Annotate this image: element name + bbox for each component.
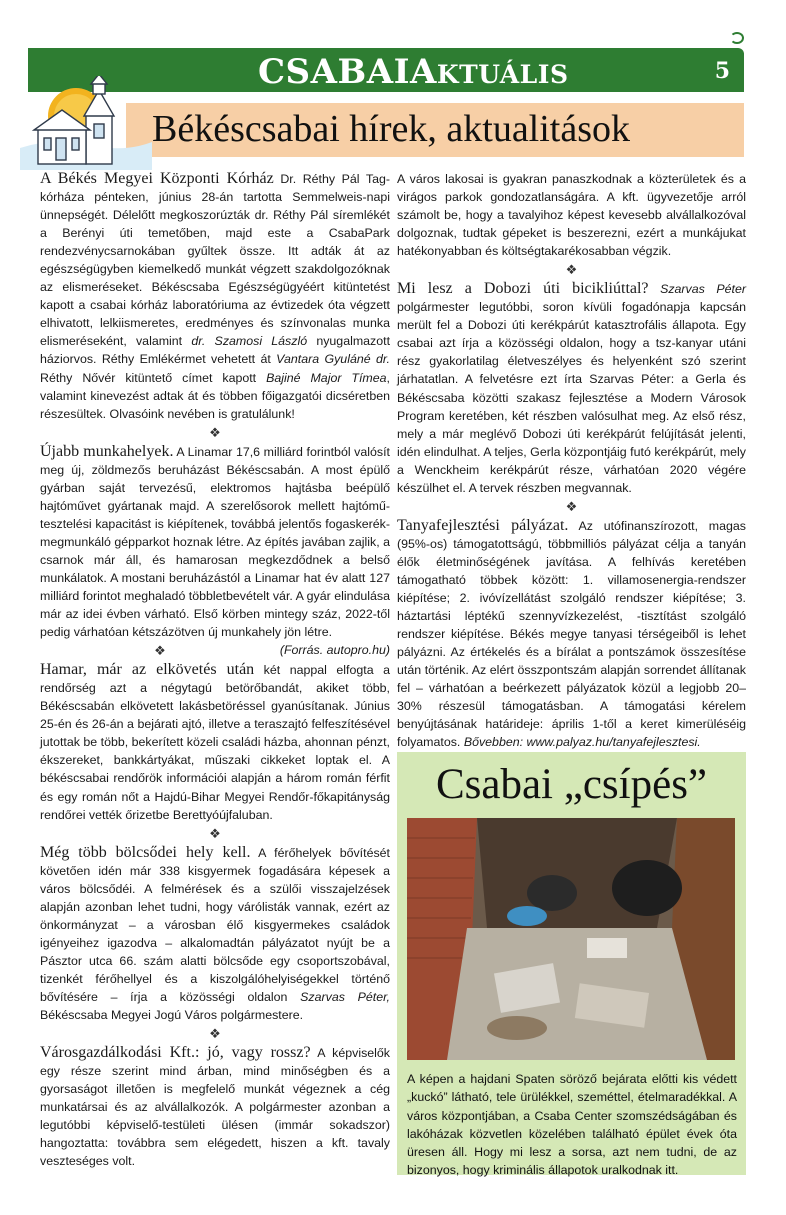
news-article <box>40 661 390 823</box>
article-body: Hamar, már az elkövetés után két nappal elfogta a rendőrség azt a négytagú betörőbandát, akiket több, Békéscsabán elkövetett lakásbetöréssel gyanúsítanak. Június 25-én és 26-án a bejárati ajtó, illetve a teraszajtó felfeszítésével jutottak be több, bekerített közeli családi házba, ahonnan pénzt, ékszereket, bankkártyákat, műszaki cikkeket loptak el. A békéscsabai rendőrök információi alapján a három román férfit és egy román nőt a Hajdú-Bihar Megyei Rendőr-főkapitányság rendőrei vették őrizetbe Berettyóújfaluban. <box>40 661 390 822</box>
separator-ornament-icon <box>397 260 746 280</box>
article-body: Újabb munkahelyek. A Linamar 17,6 milliárd forintból valósít meg új, zöldmezős beruházást Békéscsabán. A most épülő gyárban saját tervezésű, elektromos hajtásba beépülő hajtóművet gyártanak majd. A szerelősorok mellett hajtómű-tesztelési kapacitást is kiépítenek, továbbá jelentős fogaskerék-megmunkáló gépparkot hoznak létre. Az építés javában zajlik, a csarnok már áll, és hamarosan megkezdődnek a belső munkálatok. A mostani beruházástól a Linamar hat év alatt 127 milliárd forintot meghaladó többletbevételt vár. A gyár elindulása már az idei évben várható. Első körben mintegy száz, 2022-től pedig várhatóan kétszázötven új munkahely jön létre. (Forrás. autopro.hu) <box>40 443 390 642</box>
feature-photo <box>407 818 735 1060</box>
news-article <box>40 1044 390 1170</box>
section-header <box>126 103 744 157</box>
left-column <box>40 170 390 1170</box>
article-lead: A Békés Megyei Központi Kórház <box>40 170 274 187</box>
article-lead: Városgazdálkodási Kft.: jó, vagy rossz? <box>40 1044 311 1062</box>
news-article <box>397 280 746 497</box>
right-column <box>397 170 746 751</box>
feature-title: Csabai „csípés” <box>435 761 708 808</box>
separator-ornament-icon <box>40 824 390 844</box>
news-article <box>397 517 746 752</box>
article-lead: Mi lesz a Dobozi úti bicikliúttal? <box>397 280 649 298</box>
separator-ornament-icon <box>397 497 746 517</box>
article-body: Tanyafejlesztési pályázat. Az utófinanszírozott, magas (95%-os) támogatottságú, többmilliós pályázat célja a tanyán élők életminőségének javítása. A felhívás keretében támogatható többek között: 1. villamosenergia-rendszer kiépítése; 2. ivóvízellátást szolgáló rendszer kiépítése; 3. háztartási léptékű szennyvízkezelést, -tisztítást szolgáló rendszer kiépítése. Békés megye tanyasi térségeiből is lehet pályázni. Az értékelés és a bírálat a pontszámok összesítése után történik. Az elért összpontszám alapján sorrendet állítanak fel – várhatóan a beérkezett pályázatok közül a legjobb 20–30% részesül támogatásban. A támogatási kérelem benyújtásának határideje: április 1-től a keret kimerüléséig folyamatos. Bővebben: www.palyaz.hu/tanyafejlesztesi. <box>397 516 747 750</box>
section-title: Békéscsabai hírek, aktualitások <box>152 108 631 150</box>
news-article <box>40 844 390 1024</box>
separator-ornament-icon <box>40 1024 390 1044</box>
article-source: (Forrás. autopro.hu) <box>279 643 390 658</box>
article-lead: Hamar, már az elkövetés után <box>40 661 255 679</box>
article-lead: Még több bölcsődei hely kell. <box>40 843 251 861</box>
article-body: Mi lesz a Dobozi úti bicikliúttal? Szarvas Péter polgármester legutóbbi, soron kívüli fogadónapja kapcsán merült fel a Dobozi úti kerékpárút katasztrofális állapota. Egy csabai azt írja a közösségi oldalon, hogy a tsz-kanyar utáni rész gyakorlatilag életveszélyes és helyenként szó szerint járhatatlan. A felvetésre ezt írta Szarvas Péter: a Gerla és Békéscsaba közötti szakasz fejlesztése a Modern Városok Program keretében, két részben valósulhat meg. Az első rész, mely a már meglévő Dobozi úti kerékpárút felújítását jelenti, idén elindulhat. A teljes, Gerla központjáig futó kerékpárút, mely a Wenckheim kerékpárút része, várhatóan 2020 végére készülhet el. A tervek részben megvannak. <box>397 280 746 495</box>
article-body: Még több bölcsődei hely kell. A férőhelyek bővítését követően idén már 338 kisgyermek fogadására képesek a város bölcsődéi. A felmérések és a szülői visszajelzések alapján azonban lehet tudni, hogy várólisták vannak, ezért az önkormányzat – a városban élő kisgyermekes családok igényeihez igazodva – alkalomadtán pályázatot nyújt be a Pásztor utca 66. szám alatti bölcsőde egy csoportszobával, tizenkét férőhellyel és a kiszolgálóhelyiségekkel történő bővítésére – írja a közösségi oldalon Szarvas Péter, Békéscsaba Megyei Jogú Város polgármestere. <box>40 843 390 1023</box>
separator-ornament-icon <box>40 423 390 443</box>
publication-title: CSABAIAKTUÁLIS <box>258 52 569 92</box>
news-article <box>397 170 746 260</box>
church-logo-icon <box>16 76 154 170</box>
feature-box <box>397 752 746 1178</box>
article-lead: Újabb munkahelyek. <box>40 442 174 460</box>
article-body: A város lakosai is gyakran panaszkodnak a közterületek és a virágos parkok gondozatlanságára. A kft. ügyvezetője arról számolt be, hogy a tavalyihoz képest kevesebb alvállalkozóval dolgoznak, tudtak gépeket is beszerezni, ezért a munkájukat hatékonyabban és költségtakarékosabban végzik. <box>397 172 746 259</box>
decorative-swirl-icon <box>730 32 744 44</box>
page-number: 5 <box>714 58 730 84</box>
article-body: Városgazdálkodási Kft.: jó, vagy rossz? A képviselők egy része szerint mind árban, mind minőségben és a gyorsaságot illetően is megfelelő munkát végeznek a cég munkatársai és az alvállalkozók. A polgármester azonban a legutóbbi képviselő-testületi ülésen (immár sokadszor) hangoztatta: továbbra sem elégedett, hiszen a kft. tavaly veszteséges volt. <box>40 1044 390 1169</box>
article-lead: Tanyafejlesztési pályázat. <box>397 516 569 534</box>
news-article <box>40 170 390 423</box>
feature-caption: A képen a hajdani Spaten söröző bejárata előtti kis védett „kuckó” látható, tele ürülékkel, szeméttel, ételmaradékkal. A város központjában, a Csaba Center szomszédságában és lakóházak közvetlen közelében található épület évek óta üresen áll. Hogy mi lesz a sorsa, azt nem tudni, de az bizonyos, hogy kriminális állapotok uralkodnak itt. <box>407 1072 737 1178</box>
article-body: A Békés Megyei Központi Kórház Dr. Réthy Pál Tag-kórháza pénteken, június 28-án tartotta Semmelweis-napi ünnepségét. Délelőtt megkoszorúzták dr. Réthy Pál síremlékét a Berényi úti temetőben, majd este a CsabaPark rendezvénycsarnokában gyűltek össze. Itt adták át az egészségügyben kiemelkedő munkát végzett szakdolgozóknak az elismeréseket. Békéscsaba Egészségügyéért kitüntetést kapott a csabai kórház laboratóriuma az évtizedek óta végzett elhivatott, lelkiismeretes, eredményes és színvonalas munka elismeréseként, valamint dr. Szamosi László nyugalmazott háziorvos. Réthy Emlékérmet vehetett át Vantara Gyuláné dr. Réthy Nővér kitüntető címet kapott Bajiné Major Tímea, valamint kinevezést adtak át és többen főigazgatói dicséretben részesültek. Olvasóink nevében is gratulálunk! <box>40 170 391 421</box>
news-article <box>40 442 390 658</box>
